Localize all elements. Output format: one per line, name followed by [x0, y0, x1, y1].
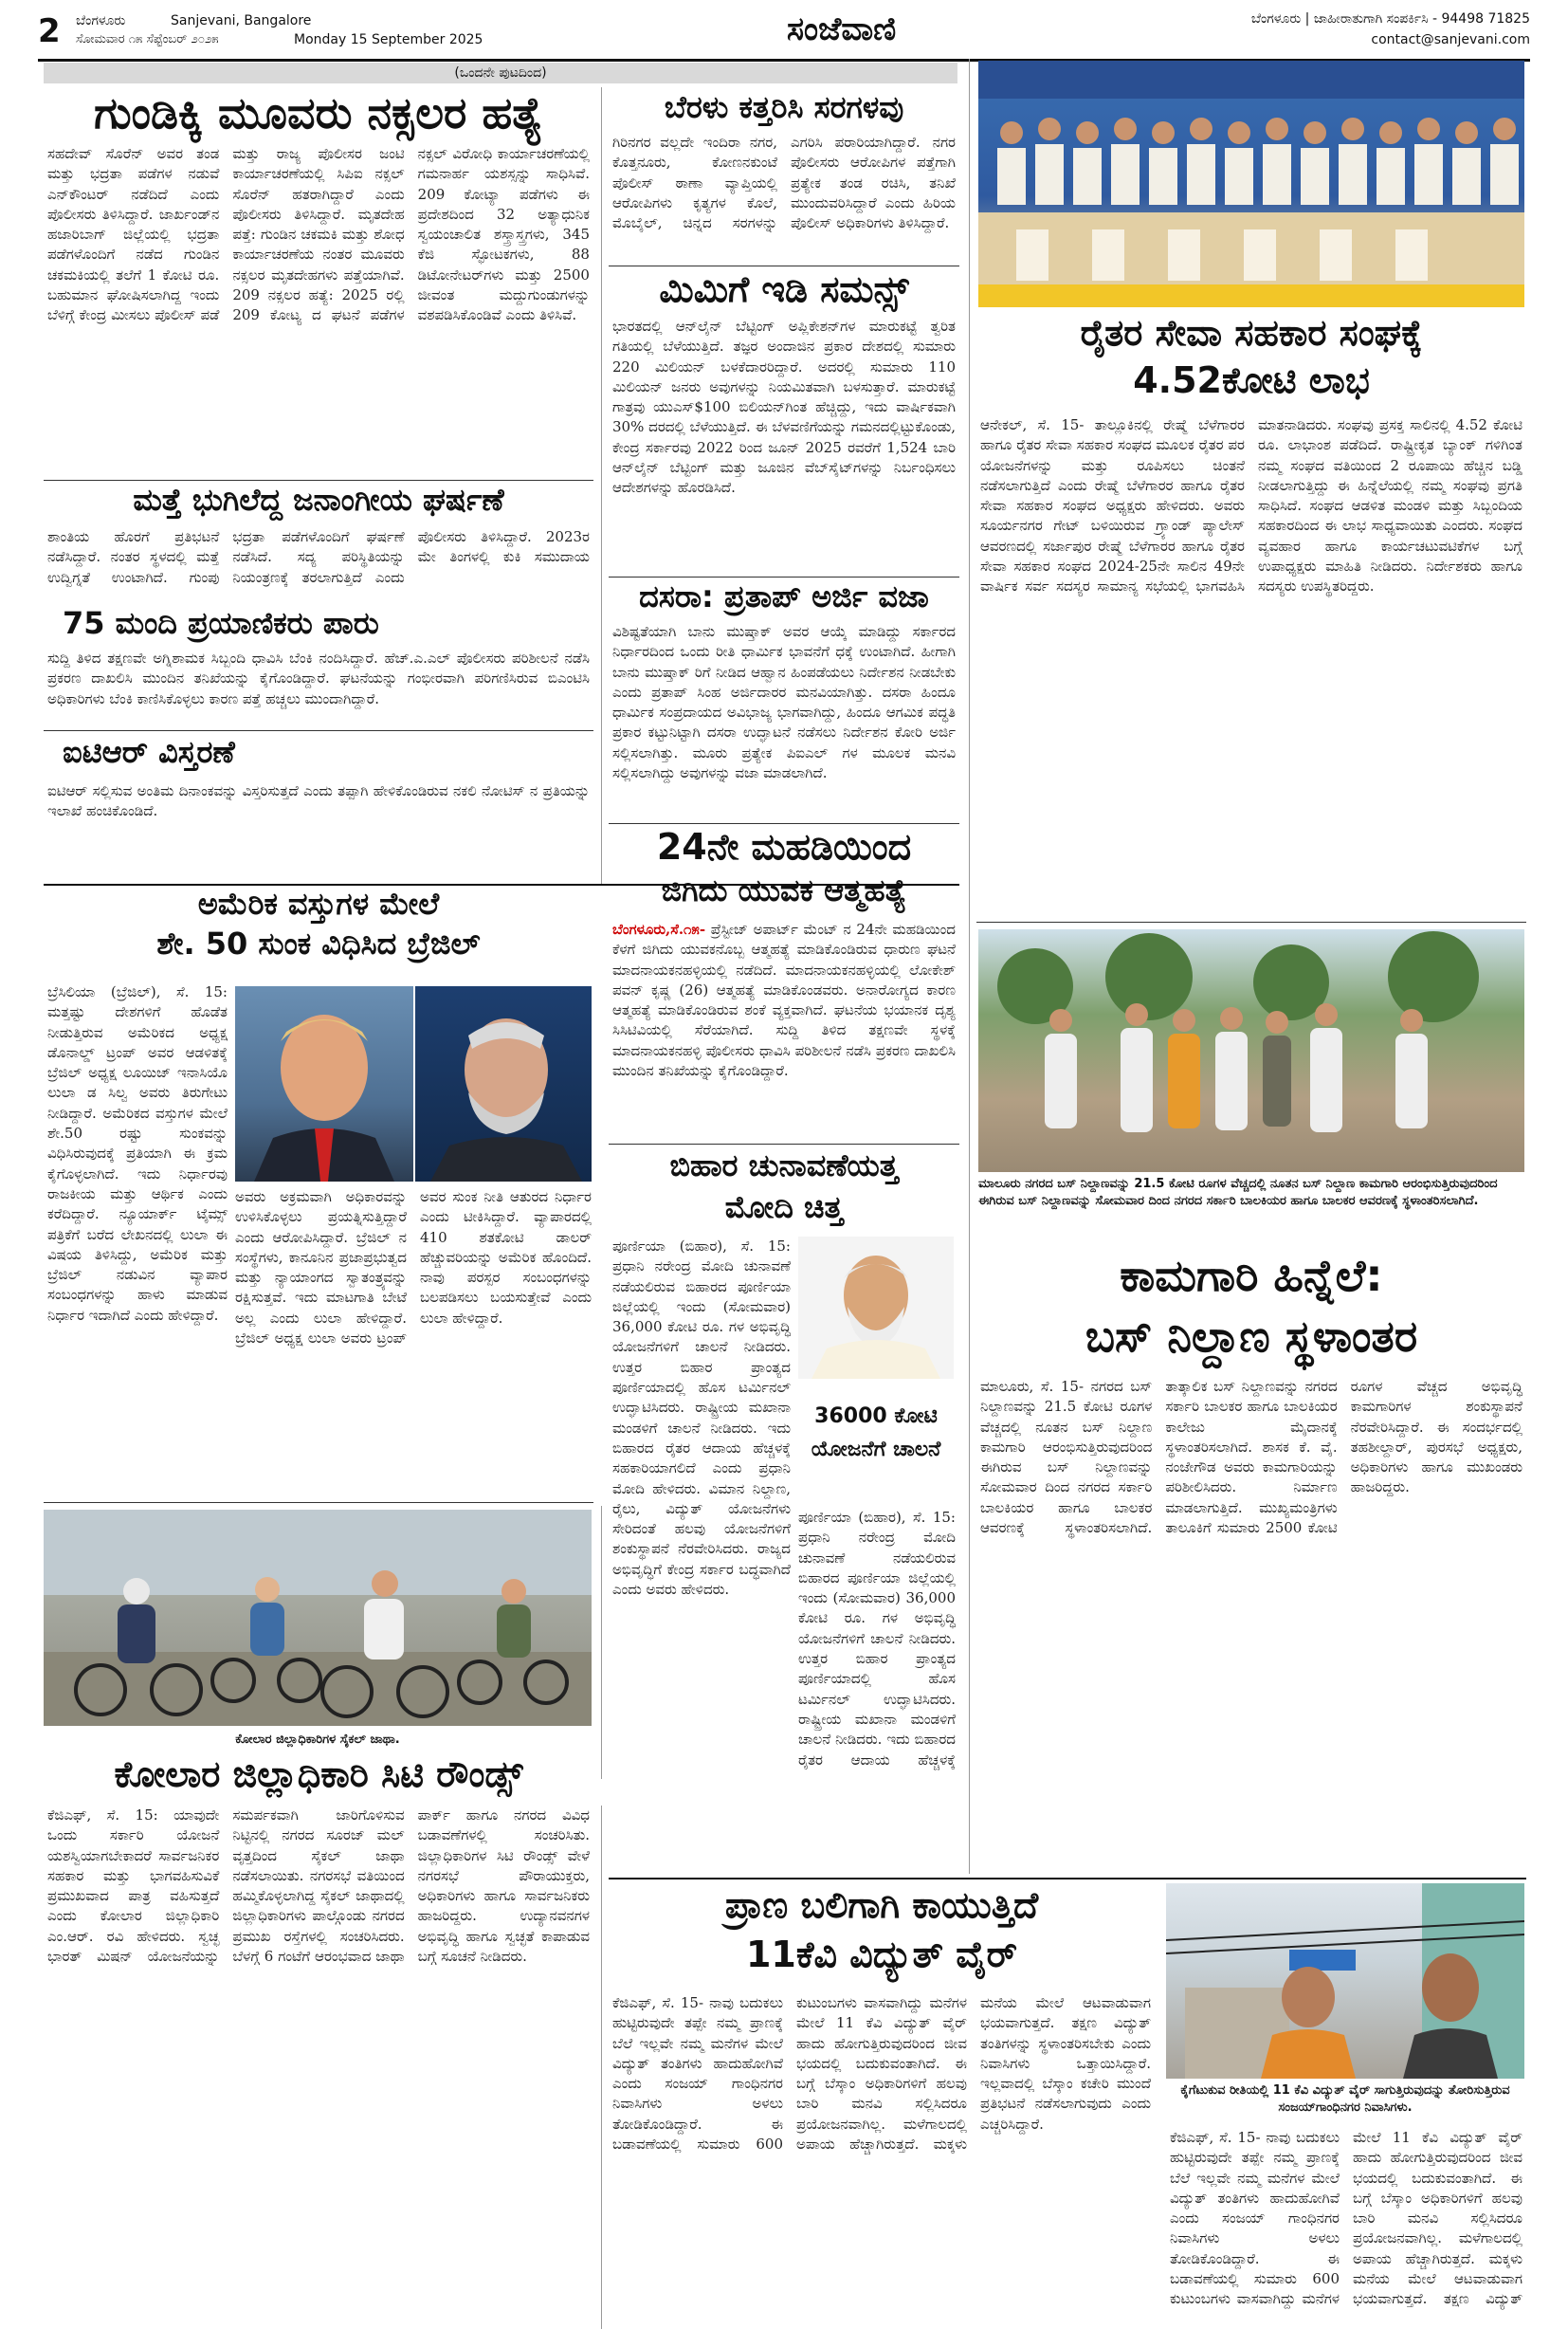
naxal-headline: ಗುಂಡಿಕ್ಕಿ ಮೂವರು ನಕ್ಸಲರ ಹತ್ಯೆ	[94, 87, 543, 138]
lula-photo	[415, 986, 592, 1182]
naxal-body: ಸಹದೇವ್ ಸೊರೆನ್ ಅವರ ತಂಡ ಮತ್ತು ಭದ್ರತಾ ಪಡೆಗಳ ನಡುವೆ ಎನ್‌ಕೌಂಟರ್ ನಡೆದಿದೆ ಎಂದು ಪೊಲೀಸರು ತಿಳಿಸಿದ್ದಾರೆ. ಜಾರ್ಖಂಡ್‌ನ ಹಜಾರಿಬಾಗ್ ಜಿಲ್ಲೆಯಲ್ಲಿ ಭದ್ರತಾ ಪಡೆಗಳೊಂದಿಗೆ ನಡೆದ ಗುಂಡಿನ ಚಕಮಕಿಯಲ್ಲಿ ತಲೆಗೆ 1 ಕೋಟಿ ರೂ. ಬಹುಮಾನ ಘೋಷಿಸಲಾಗಿದ್ದ ಇಂದು ಬೆಳಿಗ್ಗೆ ಕೇಂದ್ರ ಮೀಸಲು ಪೊಲೀಸ್ ಪಡೆ ಮತ್ತು ರಾಜ್ಯ ಪೊಲೀಸರ ಜಂಟಿ ಕಾರ್ಯಾಚರಣೆಯಲ್ಲಿ ಸಿಪಿಐ ನಕ್ಸಲ್ ಸೊರೆನ್ ಹತರಾಗಿದ್ದಾರೆ ಎಂದು ಪೊಲೀಸರು ತಿಳಿಸಿದ್ದಾರೆ. ಮೃತದೇಹ ಪತ್ತೆ: ಗುಂಡಿನ ಚಕಮಕಿ ಮತ್ತು ಶೋಧ ಕಾರ್ಯಾಚರಣೆಯ ನಂತರ ಮೂವರು ನಕ್ಸಲರ ಮೃತದೇಹಗಳು ಪತ್ತೆಯಾಗಿವೆ. 209 ನಕ್ಸಲರ ಹತ್ಯೆ: 2025 ರಲ್ಲಿ 209 ಕೋಟ್ಯ ದ ಘಟನೆ ಪಡೆಗಳ ನಕ್ಸಲ್ ವಿರೋಧಿ ಕಾರ್ಯಾಚರಣೆಯಲ್ಲಿ ಗಮನಾರ್ಹ ಯಶಸ್ಸನ್ನು ಸಾಧಿಸಿವೆ. 209 ಕೋಟ್ಯಾ ಪಡೆಗಳು ಈ ಪ್ರದೇಶದಿಂದ 32 ಅತ್ಯಾಧುನಿಕ ಸ್ವಯಂಚಾಲಿತ ಶಸ್ತ್ರಾಸ್ತ್ರಗಳು, 345 ಕೆಜಿ ಸ್ಫೋಟಕಗಳು, 88 ಡಿಟೋನೇಟರ್‌ಗಳು ಮತ್ತು 2500 ಜೀವಂತ ಮದ್ದುಗುಂಡುಗಳನ್ನು ವಶಪಡಿಸಿಕೊಂಡಿವೆ ಎಂದು ತಿಳಿಸಿವೆ.	[47, 145, 590, 324]
brazil-headline-1: ಅಮೆರಿಕ ವಸ್ತುಗಳ ಮೇಲೆ	[197, 886, 440, 922]
column-divider	[601, 1806, 602, 2329]
lula-figure	[415, 986, 592, 1182]
wire-residents-photo	[1166, 1883, 1524, 2079]
cyclists-illustration	[44, 1510, 592, 1726]
trump-photo	[235, 986, 413, 1182]
suicide-body	[612, 920, 956, 1136]
masthead-edition: Sanjevani, Bangalore	[171, 13, 312, 28]
passengers-body: ಸುದ್ದಿ ತಿಳಿದ ತಕ್ಷಣವೇ ಅಗ್ನಿಶಾಮಕ ಸಿಬ್ಬಂದಿ ಧಾವಿಸಿ ಬೆಂಕಿ ನಂದಿಸಿದ್ದಾರೆ. ಹೆಚ್.ಎ.ಎಲ್ ಪೊಲೀಸರು ಪರಿಶೀಲನೆ ನಡೆಸಿ ಪ್ರಕರಣ ದಾಖಲಿಸಿ ಮುಂದಿನ ತನಿಖೆಯನ್ನು ಕೈಗೊಂಡಿದ್ದಾರೆ. ಘಟನೆಯನ್ನು ಗಂಭೀರವಾಗಿ ಪರಿಗಣಿಸಿರುವ ಬಿಎಂಟಿಸಿ ಅಧಿಕಾರಿಗಳು ಬೆಂಕಿ ಕಾಣಿಸಿಕೊಳ್ಳಲು ಕಾರಣ ಪತ್ತೆ ಹಚ್ಚಲು ಮುಂದಾಗಿದ್ದಾರೆ.	[47, 650, 590, 707]
divider	[44, 480, 593, 481]
wire-photo-caption: ಕೈಗೆಟುಕುವ ರೀತಿಯಲ್ಲಿ 11 ಕೆವಿ ವಿದ್ಯುತ್ ವೈರ್ ಸಾಗುತ್ತಿರುವುದನ್ನು ತೋರಿಸುತ್ತಿರುವ ಸಂಜಯ್‌ಗಾಂಧಿನಗರ ನಿವಾಸಿಗಳು.	[1180, 2083, 1510, 2115]
trump-figure	[235, 986, 413, 1182]
kolar-headline: ಕೋಲಾರ ಜಿಲ್ಲಾಧಿಕಾರಿ ಸಿಟಿ ರೌಂಡ್ಸ್	[114, 1753, 523, 1795]
modi-body-b: ಪೂರ್ಣಿಯಾ (ಬಿಹಾರ), ಸೆ. 15: ಪ್ರಧಾನಿ ನರೇಂದ್ರ ಮೋದಿ ಚುನಾವಣೆ ನಡೆಯಲಿರುವ ಬಿಹಾರದ ಪೂರ್ಣಿಯಾ ಜಿಲ್ಲೆಯಲ್ಲಿ ಇಂದು (ಸೋಮವಾರ) 36,000 ಕೋಟಿ ರೂ. ಗಳ ಅಭಿವೃದ್ಧಿ ಯೋಜನೆಗಳಿಗೆ ಚಾಲನೆ ನೀಡಿದರು. ಉತ್ತರ ಬಿಹಾರ ಪ್ರಾಂತ್ಯದ ಪೂರ್ಣಿಯಾದಲ್ಲಿ ಹೊಸ ಟರ್ಮಿನಲ್ ಉದ್ಘಾಟಿಸಿದರು. ರಾಷ್ಟ್ರೀಯ ಮಖಾನಾ ಮಂಡಳಿಗೆ ಚಾಲನೆ ನೀಡಿದರು. ಇದು ಬಿಹಾರದ ರೈತರ ಆದಾಯ ಹೆಚ್ಚಳಕ್ಕೆ	[798, 1509, 956, 1769]
modi-body-a: ಪೂರ್ಣಿಯಾ (ಬಿಹಾರ), ಸೆ. 15: ಪ್ರಧಾನಿ ನರೇಂದ್ರ ಮೋದಿ ಚುನಾವಣೆ ನಡೆಯಲಿರುವ ಬಿಹಾರದ ಪೂರ್ಣಿಯಾ ಜಿಲ್ಲೆಯಲ್ಲಿ ಇಂದು (ಸೋಮವಾರ) 36,000 ಕೋಟಿ ರೂ. ಗಳ ಅಭಿವೃದ್ಧಿ ಯೋಜನೆಗಳಿಗೆ ಚಾಲನೆ ನೀಡಿದರು. ಉತ್ತರ ಬಿಹಾರ ಪ್ರಾಂತ್ಯದ ಪೂರ್ಣಿಯಾದಲ್ಲಿ ಹೊಸ ಟರ್ಮಿನಲ್ ಉದ್ಘಾಟಿಸಿದರು. ರಾಷ್ಟ್ರೀಯ ಮಖಾನಾ ಮಂಡಳಿಗೆ ಚಾಲನೆ ನೀಡಿದರು. ಇದು ಬಿಹಾರದ ರೈತರ ಆದಾಯ ಹೆಚ್ಚಳಕ್ಕೆ ಸಹಕಾರಿಯಾಗಲಿದೆ ಎಂದು ಪ್ರಧಾನಿ ಮೋದಿ ಹೇಳಿದರು. ವಿಮಾನ ನಿಲ್ದಾಣ, ರೈಲು, ವಿದ್ಯುತ್ ಯೋಜನೆಗಳು ಸೇರಿದಂತೆ ಹಲವು ಯೋಜನೆಗಳಿಗೆ ಶಂಕುಸ್ಥಾಪನೆ ನೆರವೇರಿಸಿದರು. ರಾಜ್ಯದ ಅಭಿವೃದ್ಧಿಗೆ ಕೇಂದ್ರ ಸರ್ಕಾರ ಬದ್ಧವಾಗಿದೆ ಎಂದು ಅವರು ಹೇಳಿದರು.	[612, 1238, 791, 1599]
dasara-body: ವಿಶಿಷ್ಟತೆಯಾಗಿ ಬಾನು ಮುಷ್ತಾಕ್ ಅವರ ಆಯ್ಕೆ ಮಾಡಿದ್ದು ಸರ್ಕಾರದ ನಿರ್ಧಾರದಿಂದ ಒಂದು ರೀತಿ ಧಾರ್ಮಿಕ ಭಾವನೆಗೆ ಧಕ್ಕೆ ಉಂಟಾಗಿದೆ. ಹೀಗಾಗಿ ಬಾನು ಮುಷ್ತಾಕ್ ರಿಗೆ ನೀಡಿದ ಆಹ್ವಾನ ಹಿಂಪಡೆಯಲು ನಿರ್ದೇಶನ ನೀಡಬೇಕು ಎಂದು ಪ್ರತಾಪ್ ಸಿಂಹ ಅರ್ಜಿದಾರರ ಮನವಿಯಾಗಿತ್ತು. ದಸರಾ ಹಿಂದೂ ಧಾರ್ಮಿಕ ಸಂಪ್ರದಾಯದ ಅವಿಭಾಜ್ಯ ಭಾಗವಾಗಿದ್ದು, ಹಿಂದೂ ಆಗಮಿಕ ಪದ್ಧತಿ ಪ್ರಕಾರ ಕಟ್ಟುನಿಟ್ಟಾಗಿ ದಸರಾ ಉದ್ಘಾಟನೆ ನಡೆಸಲು ನಿರ್ದೇಶನ ಕೋರಿ ಅರ್ಜಿ ಸಲ್ಲಿಸಲಾಗಿತ್ತು. ಮೂರು ಪ್ರತ್ಯೇಕ ಪಿಐಎಲ್ ಗಳ ಮೂಲಕ ಮನವಿ ಸಲ್ಲಿಸಲಾಗಿದ್ದು ಅವುಗಳನ್ನು ವಜಾ ಮಾಡಲಾಗಿದೆ.	[612, 623, 956, 782]
email-contact: contact@sanjevani.com	[1371, 32, 1530, 47]
bus-body: ಮಾಲೂರು, ಸೆ. 15- ನಗರದ ಬಸ್ ನಿಲ್ದಾಣವನ್ನು 21.5 ಕೋಟಿ ರೂಗಳ ವೆಚ್ಚದಲ್ಲಿ ನೂತನ ಬಸ್ ನಿಲ್ದಾಣ ಕಾಮಗಾರಿ ಆರಂಭಿಸುತ್ತಿರುವುದರಿಂದ ಈಗಿರುವ ಬಸ್ ನಿಲ್ದಾಣವನ್ನು ಸೋಮವಾರ ದಿಂದ ನಗರದ ಸರ್ಕಾರಿ ಬಾಲಕಿಯರ ಹಾಗೂ ಬಾಲಕರ ಆವರಣಕ್ಕೆ ಸ್ಥಳಾಂತರಿಸಲಾಗಿದೆ. ತಾತ್ಕಾಲಿಕ ಬಸ್ ನಿಲ್ದಾಣವನ್ನು ನಗರದ ಸರ್ಕಾರಿ ಬಾಲಕರ ಹಾಗೂ ಬಾಲಕಿಯರ ಕಾಲೇಜು ಮೈದಾನಕ್ಕೆ ಸ್ಥಳಾಂತರಿಸಲಾಗಿದೆ. ಶಾಸಕ ಕೆ. ವೈ. ನಂಜೇಗೌಡ ಅವರು ಕಾಮಗಾರಿಯನ್ನು ಪರಿಶೀಲಿಸಿದರು. ನಿರ್ಮಾಣ ಮಾಡಲಾಗುತ್ತಿದೆ. ಮುಖ್ಯಮಂತ್ರಿಗಳು ತಾಲೂಕಿಗೆ ಸುಮಾರು 2500 ಕೋಟಿ ರೂಗಳ ವೆಚ್ಚದ ಅಭಿವೃದ್ಧಿ ಕಾಮಗಾರಿಗಳ ಶಂಕುಸ್ಥಾಪನೆ ನೆರವೇರಿಸಿದ್ದಾರೆ. ಈ ಸಂದರ್ಭದಲ್ಲಿ ತಹಶೀಲ್ದಾರ್, ಪುರಸಭೆ ಅಧ್ಯಕ್ಷರು, ಅಧಿಕಾರಿಗಳು ಹಾಗೂ ಮುಖಂಡರು ಹಾಜರಿದ್ದರು.	[980, 1378, 1522, 1537]
itr-body: ಐಟಿಆರ್ ಸಲ್ಲಿಸುವ ಅಂತಿಮ ದಿನಾಂಕವನ್ನು ವಿಸ್ತರಿಸುತ್ತದೆ ಎಂದು ತಪ್ಪಾಗಿ ಹೇಳಿಕೊಂಡಿರುವ ನಕಲಿ ನೋಟಿಸ್ ನ ಪ್ರತಿಯನ್ನು ಇಲಾಖೆ ಹಂಚಿಕೊಂಡಿದೆ.	[47, 782, 590, 820]
mimigire-headline: ಮಿಮಿಗೆ ಇಡಿ ಸಮನ್ಸ್	[659, 268, 909, 310]
modi-subhead: 36000 ಕೋಟಿ ಯೋಜನೆಗೆ ಚಾಲನೆ	[811, 1404, 941, 1462]
modi-figure	[798, 1237, 954, 1379]
bus-headline-2: ಬಸ್ ನಿಲ್ದಾಣ ಸ್ಥಳಾಂತರ	[1085, 1311, 1418, 1362]
column-divider	[969, 59, 970, 1874]
itr-headline: ಐಟಿಆರ್ ವಿಸ್ತರಣೆ	[63, 734, 235, 770]
farmers-group-photo	[978, 61, 1524, 307]
passengers-headline: 75 ಮಂದಿ ಪ್ರಯಾಣಿಕರು ಪಾರು	[63, 605, 379, 641]
ad-contact: ಬೆಂಗಳೂರು | ಜಾಹೀರಾತುಗಾಗಿ ಸಂಪರ್ಕಿಸಿ - 94498 71825	[1250, 11, 1530, 27]
wire-headline-2: 11ಕೆವಿ ವಿದ್ಯುತ್ ವೈರ್	[745, 1934, 1018, 1975]
bus-headline-1: ಕಾಮಗಾರಿ ಹಿನ್ನೆಲೆ:	[1120, 1250, 1383, 1301]
suicide-headline-1: 24ನೇ ಮಹಡಿಯಿಂದ	[656, 826, 912, 868]
kolar-body: ಕೆಜಿಎಫ್, ಸೆ. 15: ಯಾವುದೇ ಒಂದು ಸರ್ಕಾರಿ ಯೋಜನೆ ಯಶಸ್ವಿಯಾಗಬೇಕಾದರೆ ಸಾರ್ವಜನಿಕರ ಸಹಕಾರ ಮತ್ತು ಭಾಗವಹಿಸುವಿಕೆ ಪ್ರಮುಖವಾದ ಪಾತ್ರ ವಹಿಸುತ್ತದೆ ಎಂದು ಕೋಲಾರ ಜಿಲ್ಲಾಧಿಕಾರಿ ಎಂ.ಆರ್. ರವಿ ಹೇಳಿದರು. ಸ್ವಚ್ಛ ಭಾರತ್ ಮಿಷನ್ ಯೋಜನೆಯನ್ನು ಸಮರ್ಪಕವಾಗಿ ಜಾರಿಗೊಳಿಸುವ ನಿಟ್ಟಿನಲ್ಲಿ ನಗರದ ಸೂರಜ್ ಮಲ್ ವೃತ್ತದಿಂದ ಸೈಕಲ್ ಜಾಥಾ ನಡೆಸಲಾಯಿತು. ನಗರಸಭೆ ವತಿಯಿಂದ ಹಮ್ಮಿಕೊಳ್ಳಲಾಗಿದ್ದ ಸೈಕಲ್ ಜಾಥಾದಲ್ಲಿ ಜಿಲ್ಲಾಧಿಕಾರಿಗಳು ಪಾಲ್ಗೊಂಡು ನಗರದ ಪ್ರಮುಖ ರಸ್ತೆಗಳಲ್ಲಿ ಸಂಚರಿಸಿದರು. ಬೆಳಗ್ಗೆ 6 ಗಂಟೆಗೆ ಆರಂಭವಾದ ಜಾಥಾ ಪಾರ್ಕ್ ಹಾಗೂ ನಗರದ ವಿವಿಧ ಬಡಾವಣೆಗಳಲ್ಲಿ ಸಂಚರಿಸಿತು. ಜಿಲ್ಲಾಧಿಕಾರಿಗಳ ಸಿಟಿ ರೌಂಡ್ಸ್ ವೇಳೆ ನಗರಸಭೆ ಪೌರಾಯುಕ್ತರು, ಅಧಿಕಾರಿಗಳು ಹಾಗೂ ಸಾರ್ವಜನಿಕರು ಹಾಜರಿದ್ದರು. ಉದ್ಯಾನವನಗಳ ಅಭಿವೃದ್ಧಿ ಹಾಗೂ ಸ್ವಚ್ಛತೆ ಕಾಪಾಡುವ ಬಗ್ಗೆ ಸೂಚನೆ ನೀಡಿದರು.	[47, 1806, 590, 1966]
column-divider	[601, 1506, 602, 1779]
suicide-headline-2: ಜಿಗಿದು ಯುವಕ ಆತ್ಮಹತ್ಯೆ	[661, 872, 907, 908]
divider	[609, 1878, 1526, 1879]
modi-headline-2: ಮೋದಿ ಚಿತ್ತ	[724, 1189, 844, 1225]
modi-headline-1: ಬಿಹಾರ ಚುನಾವಣೆಯತ್ತ	[669, 1147, 899, 1183]
modi-photo	[798, 1237, 954, 1379]
kolar-photo-caption: ಕೋಲಾರ ಜಿಲ್ಲಾಧಿಕಾರಿಗಳ ಸೈಕಲ್ ಜಾಥಾ.	[235, 1733, 400, 1747]
raitha-body: ಆನೇಕಲ್, ಸೆ. 15- ತಾಲ್ಲೂಕಿನಲ್ಲಿ ರೇಷ್ಮೆ ಬೆಳೆಗಾರರ ಹಾಗೂ ರೈತರ ಸೇವಾ ಸಹಕಾರ ಸಂಘದ ಮೂಲಕ ರೈತರ ಪರ ಯೋಜನೆಗಳನ್ನು ಮತ್ತು ರೂಪಿಸಲು ಚಿಂತನೆ ನಡೆಸಲಾಗುತ್ತಿದೆ ಎಂದು ರೇಷ್ಮೆ ಬೆಳೆಗಾರರ ಹಾಗೂ ರೈತರ ಸೇವಾ ಸಹಕಾರ ಸಂಘದ ಅಧ್ಯಕ್ಷರು ಹೇಳಿದರು. ಅವರು ಸೂರ್ಯನಗರ ಗೇಟ್ ಬಳಿಯಿರುವ ಗ್ರ್ಯಾಂಡ್ ಪ್ಯಾಲೇಸ್ ಆವರಣದಲ್ಲಿ ಸರ್ಜಾಪುರ ರೇಷ್ಮೆ ಬೆಳೆಗಾರರ ಹಾಗೂ ರೈತರ ಸೇವಾ ಸಹಕಾರ ಸಂಘದ 2024-25ನೇ ಸಾಲಿನ 49ನೇ ವಾರ್ಷಿಕ ಸರ್ವ ಸದಸ್ಯರ ಸಾಮಾನ್ಯ ಸಭೆಯಲ್ಲಿ ಭಾಗವಹಿಸಿ ಮಾತನಾಡಿದರು. ಸಂಘವು ಪ್ರಸಕ್ತ ಸಾಲಿನಲ್ಲಿ 4.52 ಕೋಟಿ ರೂ. ಲಾಭಾಂಶ ಪಡೆದಿದೆ. ರಾಷ್ಟ್ರೀಕೃತ ಬ್ಯಾಂಕ್ ಗಳಿಗಿಂತ ನಮ್ಮ ಸಂಘದ ವತಿಯಿಂದ 2 ರೂಪಾಯಿ ಹೆಚ್ಚಿನ ಬಡ್ಡಿ ನೀಡಲಾಗುತ್ತಿದ್ದು ಈ ಹಿನ್ನೆಲೆಯಲ್ಲಿ ನಮ್ಮ ಸಂಘವು ಪ್ರಗತಿ ಸಾಧಿಸಿದೆ. ಸಂಘದ ಆಡಳಿತ ಮಂಡಳಿ ಮತ್ತು ಸಿಬ್ಬಂದಿಯ ಸಹಕಾರದಿಂದ ಈ ಲಾಭ ಸಾಧ್ಯವಾಯಿತು ಎಂದರು. ಸಂಘದ ವ್ಯವಹಾರ ಹಾಗೂ ಕಾರ್ಯಚಟುವಟಿಕೆಗಳ ಬಗ್ಗೆ ಉಪಾಧ್ಯಕ್ಷರು ಮಾಹಿತಿ ನೀಡಿದರು. ನಿರ್ದೇಶಕರು ಹಾಗೂ ಸದಸ್ಯರು ಉಪಸ್ಥಿತರಿದ್ದರು.	[980, 416, 1522, 596]
dasara-headline: ದಸರಾ: ಪ್ರತಾಪ್ ಅರ್ಜಿ ವಜಾ	[639, 578, 929, 614]
inspection-illustration	[978, 929, 1524, 1172]
suicide-dateline: ಬೆಂಗಳೂರು,ಸೆ.೧೫-	[612, 921, 706, 938]
masthead-city: ಬೆಂಗಳೂರು	[76, 13, 126, 28]
wire-illustration	[1166, 1883, 1524, 2079]
page-number: 2	[38, 12, 61, 50]
brazil-body-right: ಅವರು ಅಕ್ರಮವಾಗಿ ಅಧಿಕಾರವನ್ನು ಉಳಿಸಿಕೊಳ್ಳಲು ಪ್ರಯತ್ನಿಸುತ್ತಿದ್ದಾರೆ ಎಂದು ಆರೋಪಿಸಿದ್ದಾರೆ. ಬ್ರೆಜಿಲ್ ನ ಸಂಸ್ಥೆಗಳು, ಕಾನೂನಿನ ಪ್ರಜಾಪ್ರಭುತ್ವದ ಮತ್ತು ನ್ಯಾಯಾಂಗದ ಸ್ವಾತಂತ್ರ್ಯವನ್ನು ರಕ್ಷಿಸುತ್ತವೆ. ಇದು ಮಾಟಗಾತಿ ಬೇಟೆ ಅಲ್ಲ ಎಂದು ಲುಲಾ ಹೇಳಿದ್ದಾರೆ. ಬ್ರೆಜಿಲ್ ಅಧ್ಯಕ್ಷ ಲುಲಾ ಅವರು ಟ್ರಂಪ್ ಅವರ ಸುಂಕ ನೀತಿ ಆತುರದ ನಿರ್ಧಾರ ಎಂದು ಟೀಕಿಸಿದ್ದಾರೆ. ವ್ಯಾಪಾರದಲ್ಲಿ 410 ಶತಕೋಟಿ ಡಾಲರ್ ಹೆಚ್ಚುವರಿಯನ್ನು ಅಮೆರಿಕ ಹೊಂದಿದೆ. ನಾವು ಪರಸ್ಪರ ಸಂಬಂಧಗಳನ್ನು ಬಲಪಡಿಸಲು ಬಯಸುತ್ತೇವೆ ಎಂದು ಲುಲಾ ಹೇಳಿದ್ದಾರೆ.	[235, 1188, 592, 1348]
newspaper-logo: ಸಂಜೆವಾಣಿ	[787, 10, 897, 48]
continued-label: (ಒಂದನೇ ಪುಟದಿಂದ)	[454, 65, 547, 81]
group-illustration	[978, 61, 1524, 307]
mimigire-body: ಭಾರತದಲ್ಲಿ ಆನ್‌ಲೈನ್ ಬೆಟ್ಟಿಂಗ್ ಅಪ್ಲಿಕೇಶನ್‌ಗಳ ಮಾರುಕಟ್ಟೆ ತ್ವರಿತ ಗತಿಯಲ್ಲಿ ಬೆಳೆಯುತ್ತಿದೆ. ತಜ್ಞರ ಅಂದಾಜಿನ ಪ್ರಕಾರ ದೇಶದಲ್ಲಿ ಸುಮಾರು 220 ಮಿಲಿಯನ್ ಬಳಕೆದಾರರಿದ್ದಾರೆ. ಅದರಲ್ಲಿ ಸುಮಾರು 110 ಮಿಲಿಯನ್ ಜನರು ಅವುಗಳನ್ನು ನಿಯಮಿತವಾಗಿ ಬಳಸುತ್ತಾರೆ. ಮಾರುಕಟ್ಟೆ ಗಾತ್ರವು ಯುಎಸ್$100 ಬಿಲಿಯನ್‌ಗಿಂತ ಹೆಚ್ಚಿದ್ದು, ಇದು ವಾರ್ಷಿಕವಾಗಿ 30% ದರದಲ್ಲಿ ಬೆಳೆಯುತ್ತಿದೆ. ಈ ಬೆಳವಣಿಗೆಯನ್ನು ಗಮನದಲ್ಲಿಟ್ಟುಕೊಂಡು, ಕೇಂದ್ರ ಸರ್ಕಾರವು 2022 ರಿಂದ ಜೂನ್ 2025 ರವರೆಗೆ 1,524 ಬಾರಿ ಆನ್‌ಲೈನ್ ಬೆಟ್ಟಿಂಗ್ ಮತ್ತು ಜೂಜಿನ ವೆಬ್‌ಸೈಟ್‌ಗಳನ್ನು ನಿರ್ಬಂಧಿಸಲು ಆದೇಶಗಳನ್ನು ಹೊರಡಿಸಿದೆ.	[612, 318, 956, 497]
raitha-headline-1: ರೈತರ ಸೇವಾ ಸಹಕಾರ ಸಂಘಕ್ಕೆ	[1080, 312, 1423, 354]
masthead	[38, 9, 1530, 57]
divider	[44, 1502, 593, 1503]
tribal-headline: ಮತ್ತೆ ಭುಗಿಲೆದ್ದ ಜನಾಂಗೀಯ ಘರ್ಷಣೆ	[133, 482, 504, 518]
divider	[976, 922, 1526, 923]
bus-photo-caption: ಮಾಲೂರು ನಗರದ ಬಸ್ ನಿಲ್ದಾಣವನ್ನು 21.5 ಕೋಟಿ ರೂಗಳ ವೆಚ್ಚದಲ್ಲಿ ನೂತನ ಬಸ್ ನಿಲ್ದಾಣ ಕಾಮಗಾರಿ ಆರಂಭಿಸುತ್ತಿರುವುದರಿಂದ ಈಗಿರುವ ಬಸ್ ನಿಲ್ದಾಣವನ್ನು ಸೋಮವಾರ ದಿಂದ ನಗರದ ಸರ್ಕಾರಿ ಬಾಲಕಿಯರ ಹಾಗೂ ಬಾಲಕರ ಆವರಣಕ್ಕೆ ಸ್ಥಳಾಂತರಿಸಲಾಗಿದೆ.	[978, 1177, 1498, 1208]
divider	[609, 1144, 959, 1145]
tribal-body: ಶಾಂತಿಯ ಹೊರಗೆ ಪ್ರತಿಭಟನೆ ನಡೆಸಿದ್ದಾರೆ. ನಂತರ ಸ್ಥಳದಲ್ಲಿ ಮತ್ತೆ ಉದ್ವಿಗ್ನತೆ ಉಂಟಾಗಿದೆ. ಗುಂಪು ಭದ್ರತಾ ಪಡೆಗಳೊಂದಿಗೆ ಘರ್ಷಣೆ ನಡೆಸಿದೆ. ಸದ್ಯ ಪರಿಸ್ಥಿತಿಯನ್ನು ನಿಯಂತ್ರಣಕ್ಕೆ ತರಲಾಗುತ್ತಿದೆ ಎಂದು ಪೊಲೀಸರು ತಿಳಿಸಿದ್ದಾರೆ. 2023ರ ಮೇ ತಿಂಗಳಲ್ಲಿ ಕುಕಿ ಸಮುದಾಯ	[47, 528, 590, 586]
kolar-cycle-photo	[44, 1510, 592, 1726]
divider	[609, 823, 959, 824]
raitha-headline-2: 4.52ಕೋಟಿ ಲಾಭ	[1133, 359, 1370, 401]
continued-banner	[44, 63, 957, 83]
masthead-date-en: Monday 15 September 2025	[294, 32, 483, 47]
divider	[609, 577, 959, 578]
fingers-body: ಗಿರಿನಗರ ವಲ್ಲದೇ ಇಂದಿರಾ ನಗರ, ಕೊತ್ತನೂರು, ಕೋಣನಕುಂಟೆ ಪೊಲೀಸ್ ಠಾಣಾ ವ್ಯಾಪ್ತಿಯಲ್ಲಿ ಆರೋಪಿಗಳು ಕೃತ್ಯಗಳ ಕೊಲೆ, ಮೊಬೈಲ್, ಚಿನ್ನದ ಸರಗಳನ್ನು ಎಗರಿಸಿ ಪರಾರಿಯಾಗಿದ್ದಾರೆ. ನಗರ ಪೊಲೀಸರು ಆರೋಪಿಗಳ ಪತ್ತೆಗಾಗಿ ಪ್ರತ್ಯೇಕ ತಂಡ ರಚಿಸಿ, ತನಿಖೆ ಮುಂದುವರಿಸಿದ್ದಾರೆ ಎಂದು ಹಿರಿಯ ಪೊಲೀಸ್ ಅಧಿಕಾರಿಗಳು ತಿಳಿಸಿದ್ದಾರೆ.	[612, 134, 956, 232]
fingers-headline: ಬೆರಳು ಕತ್ತರಿಸಿ ಸರಗಳವು	[664, 89, 904, 125]
wire-body: ಕೆಜಿಎಫ್, ಸೆ. 15- ನಾವು ಬದುಕಲು ಹುಟ್ಟಿರುವುದೇ ತಪ್ಪೇ ನಮ್ಮ ಪ್ರಾಣಕ್ಕೆ ಬೆಲೆ ಇಲ್ಲವೇ ನಮ್ಮ ಮನೆಗಳ ಮೇಲೆ ವಿದ್ಯುತ್ ತಂತಿಗಳು ಹಾದುಹೋಗಿವೆ ಎಂದು ಸಂಜಯ್ ಗಾಂಧಿನಗರ ನಿವಾಸಿಗಳು ಅಳಲು ತೋಡಿಕೊಂಡಿದ್ದಾರೆ. ಈ ಬಡಾವಣೆಯಲ್ಲಿ ಸುಮಾರು 600 ಕುಟುಂಬಗಳು ವಾಸವಾಗಿದ್ದು ಮನೆಗಳ ಮೇಲೆ 11 ಕೆವಿ ವಿದ್ಯುತ್ ವೈರ್ ಹಾದು ಹೋಗುತ್ತಿರುವುದರಿಂದ ಜೀವ ಭಯದಲ್ಲಿ ಬದುಕುವಂತಾಗಿದೆ. ಈ ಬಗ್ಗೆ ಬೆಸ್ಕಾಂ ಅಧಿಕಾರಿಗಳಿಗೆ ಹಲವು ಬಾರಿ ಮನವಿ ಸಲ್ಲಿಸಿದರೂ ಪ್ರಯೋಜನವಾಗಿಲ್ಲ. ಮಳೆಗಾಲದಲ್ಲಿ ಅಪಾಯ ಹೆಚ್ಚಾಗಿರುತ್ತದೆ. ಮಕ್ಕಳು ಮನೆಯ ಮೇಲೆ ಆಟವಾಡುವಾಗ ಭಯವಾಗುತ್ತದೆ. ತಕ್ಷಣ ವಿದ್ಯುತ್ ತಂತಿಗಳನ್ನು ಸ್ಥಳಾಂತರಿಸಬೇಕು ಎಂದು ನಿವಾಸಿಗಳು ಒತ್ತಾಯಿಸಿದ್ದಾರೆ. ಇಲ್ಲವಾದಲ್ಲಿ ಬೆಸ್ಕಾಂ ಕಚೇರಿ ಮುಂದೆ ಪ್ರತಿಭಟನೆ ನಡೆಸಲಾಗುವುದು ಎಂದು ಎಚ್ಚರಿಸಿದ್ದಾರೆ.	[612, 1994, 1151, 2154]
suicide-text: ಪ್ರೆಸ್ಟೀಜ್ ಅಪಾರ್ಟ್ ಮೆಂಟ್ ನ 24ನೇ ಮಹಡಿಯಿಂದ ಕೆಳಗೆ ಜಿಗಿದು ಯುವಕನೊಬ್ಬ ಆತ್ಮಹತ್ಯೆ ಮಾಡಿಕೊಂಡಿರುವ ಧಾರುಣ ಘಟನೆ ಮಾದನಾಯಕನಹಳ್ಳಿಯಲ್ಲಿ ನಡೆದಿದೆ. ಮಾದನಾಯಕನಹಳ್ಳಿಯಲ್ಲಿ ಲೋಕೇಶ್ ಪವನ್ ಕೃಷ್ಣ (26) ಆತ್ಮಹತ್ಯೆ ಮಾಡಿಕೊಂಡವರು. ಅನಾರೋಗ್ಯದ ಕಾರಣ ಆತ್ಮಹತ್ಯೆ ಮಾಡಿಕೊಂಡಿರುವ ಶಂಕೆ ವ್ಯಕ್ತವಾಗಿದೆ. ಘಟನೆಯ ಭಯಾನಕ ದೃಶ್ಯ ಸಿಸಿಟಿವಿಯಲ್ಲಿ ಸೆರೆಯಾಗಿದೆ. ಸುದ್ದಿ ತಿಳಿದ ತಕ್ಷಣವೇ ಸ್ಥಳಕ್ಕೆ ಮಾದನಾಯಕನಹಳ್ಳಿ ಪೊಲೀಸರು ಧಾವಿಸಿ ಪರಿಶೀಲನೆ ನಡೆಸಿ ಪ್ರಕರಣ ದಾಖಲಿಸಿ ಮುಂದಿನ ತನಿಖೆಯನ್ನು ಕೈಗೊಂಡಿದ್ದಾರೆ.	[612, 921, 956, 1080]
column-divider	[601, 87, 602, 884]
divider	[44, 730, 593, 731]
brazil-headline-2: ಶೇ. 50 ಸುಂಕ ವಿಧಿಸಿದ ಬ್ರೆಜಿಲ್	[156, 926, 481, 962]
brazil-body-left: ಬ್ರೆಸಿಲಿಯಾ (ಬ್ರೆಜಿಲ್), ಸೆ. 15: ಮತ್ತಷ್ಟು ದೇಶಗಳಿಗೆ ಹೊಡೆತ ನೀಡುತ್ತಿರುವ ಅಮೆರಿಕದ ಅಧ್ಯಕ್ಷ ಡೊನಾಲ್ಡ್ ಟ್ರಂಪ್ ಅವರ ಆಡಳಿತಕ್ಕೆ ಬ್ರೆಜಿಲ್ ಅಧ್ಯಕ್ಷ ಲೂಯಿಜ್ ಇನಾಸಿಯೊ ಲುಲಾ ಡ ಸಿಲ್ವ ಅವರು ತಿರುಗೇಟು ನೀಡಿದ್ದಾರೆ. ಅಮೆರಿಕದ ವಸ್ತುಗಳ ಮೇಲೆ ಶೇ.50 ರಷ್ಟು ಸುಂಕವನ್ನು ವಿಧಿಸಿರುವುದಕ್ಕೆ ಪ್ರತಿಯಾಗಿ ಈ ಕ್ರಮ ಕೈಗೊಳ್ಳಲಾಗಿದೆ. ಇದು ನಿರ್ಧಾರವು ರಾಜಕೀಯ ಮತ್ತು ಆರ್ಥಿಕ ಎಂದು ಕರೆದಿದ್ದಾರೆ. ನ್ಯೂಯಾರ್ಕ್ ಟೈಮ್ಸ್ ಪತ್ರಿಕೆಗೆ ಬರೆದ ಲೇಖನದಲ್ಲಿ ಲುಲಾ ಈ ವಿಷಯ ತಿಳಿಸಿದ್ದು, ಅಮೆರಿಕ ಮತ್ತು ಬ್ರೆಜಿಲ್ ನಡುವಿನ ವ್ಯಾಪಾರ ಸಂಬಂಧಗಳನ್ನು ಹಾಳು ಮಾಡುವ ನಿರ್ಧಾರ ಇದಾಗಿದೆ ಎಂದು ಹೇಳಿದ್ದಾರೆ.	[47, 983, 228, 1324]
masthead-date-kn: ಸೋಮವಾರ ೧೫ ಸೆಪ್ಟೆಂಬರ್ ೨೦೨೫	[76, 32, 219, 46]
bus-stand-inspection-photo	[978, 929, 1524, 1172]
wire-headline-1: ಪ್ರಾಣ ಬಲಿಗಾಗಿ ಕಾಯುತ್ತಿದೆ	[724, 1884, 1039, 1926]
wire-body-continued: ಕೆಜಿಎಫ್, ಸೆ. 15- ನಾವು ಬದುಕಲು ಹುಟ್ಟಿರುವುದೇ ತಪ್ಪೇ ನಮ್ಮ ಪ್ರಾಣಕ್ಕೆ ಬೆಲೆ ಇಲ್ಲವೇ ನಮ್ಮ ಮನೆಗಳ ಮೇಲೆ ವಿದ್ಯುತ್ ತಂತಿಗಳು ಹಾದುಹೋಗಿವೆ ಎಂದು ಸಂಜಯ್ ಗಾಂಧಿನಗರ ನಿವಾಸಿಗಳು ಅಳಲು ತೋಡಿಕೊಂಡಿದ್ದಾರೆ. ಈ ಬಡಾವಣೆಯಲ್ಲಿ ಸುಮಾರು 600 ಕುಟುಂಬಗಳು ವಾಸವಾಗಿದ್ದು ಮನೆಗಳ ಮೇಲೆ 11 ಕೆವಿ ವಿದ್ಯುತ್ ವೈರ್ ಹಾದು ಹೋಗುತ್ತಿರುವುದರಿಂದ ಜೀವ ಭಯದಲ್ಲಿ ಬದುಕುವಂತಾಗಿದೆ. ಈ ಬಗ್ಗೆ ಬೆಸ್ಕಾಂ ಅಧಿಕಾರಿಗಳಿಗೆ ಹಲವು ಬಾರಿ ಮನವಿ ಸಲ್ಲಿಸಿದರೂ ಪ್ರಯೋಜನವಾಗಿಲ್ಲ. ಮಳೆಗಾಲದಲ್ಲಿ ಅಪಾಯ ಹೆಚ್ಚಾಗಿರುತ್ತದೆ. ಮಕ್ಕಳು ಮನೆಯ ಮೇಲೆ ಆಟವಾಡುವಾಗ ಭಯವಾಗುತ್ತದೆ. ತಕ್ಷಣ ವಿದ್ಯುತ್	[1170, 2129, 1522, 2308]
